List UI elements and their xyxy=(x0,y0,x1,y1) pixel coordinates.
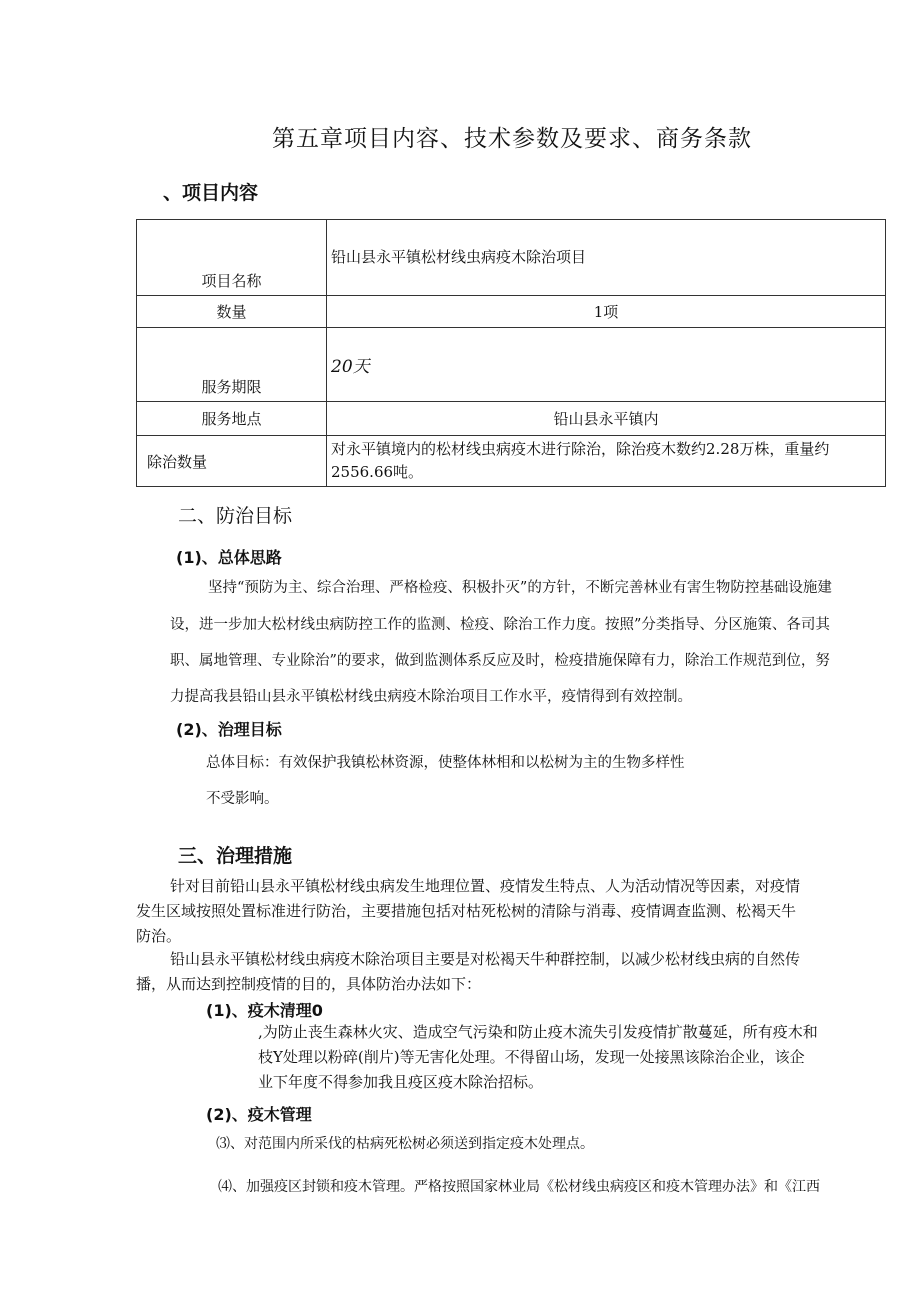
section3-sub1-line: 枝Y处理以粉碎(削片)等无害化处理。不得留山场，发现一处接黑该除治企业，该企 xyxy=(258,1048,805,1066)
table-row xyxy=(137,296,886,328)
section3-item4: ⑷、加强疫区封锁和疫木管理。严格按照国家林业局《松材线虫病疫区和疫木管理办法》和《江西 xyxy=(218,1179,820,1195)
section3-para2-line: 铅山县永平镇松材线虫病疫木除治项目主要是对松褐天牛种群控制，以减少松材线虫病的自然传 xyxy=(170,950,801,968)
section3-sub2-heading: (2)、疫木管理 xyxy=(206,1105,312,1124)
project-info-table xyxy=(136,219,886,487)
row-value: 对永平镇境内的松材线虫病疫木进行除治，除治疫木数约2.28万株，重量约2556.66吨。 xyxy=(327,436,886,487)
section3-sub1-line: 业下年度不得参加我且疫区疫木除治招标。 xyxy=(258,1073,544,1091)
table-row xyxy=(137,328,886,402)
section3-para1-line: 防治。 xyxy=(136,927,182,945)
section2-sub2-line: 不受影响。 xyxy=(206,791,279,807)
section2-sub1-heading: (1)、总体思路 xyxy=(176,548,282,567)
section2-sub2-line: 总体目标：有效保护我镇松林资源，使整体林相和以松树为主的生物多样性 xyxy=(206,755,685,771)
row-label: 服务期限 xyxy=(137,328,327,402)
section3-heading: 三、治理措施 xyxy=(178,845,293,867)
row-value: 1项 xyxy=(327,296,886,328)
section3-para1-line: 针对目前铅山县永平镇松材线虫病发生地理位置、疫情发生特点、人为活动情况等因素，对疫情 xyxy=(170,877,801,895)
table-row xyxy=(137,220,886,296)
section2-sub1-line: 力提高我县铅山县永平镇松材线虫病疫木除治项目工作水平，疫情得到有效控制。 xyxy=(170,689,692,705)
row-value: 铅山县永平镇松材线虫病疫木除治项目 xyxy=(327,220,886,296)
row-label: 数量 xyxy=(137,296,327,328)
section1-heading: 、项目内容 xyxy=(163,182,259,204)
row-value: 铅山县永平镇内 xyxy=(327,402,886,436)
row-value: 20天 xyxy=(327,328,886,402)
table-row xyxy=(137,402,886,436)
row-label: 服务地点 xyxy=(137,402,327,436)
page-title: 第五章项目内容、技术参数及要求、商务条款 xyxy=(272,126,752,152)
table-row xyxy=(137,436,886,487)
section3-item3: ⑶、对范围内所采伐的枯病死松树必须送到指定疫木处理点。 xyxy=(216,1136,594,1152)
section3-sub1-line: ,为防止丧生森林火灾、造成空气污染和防止疫木流失引发疫情扩散蔓延，所有疫木和 xyxy=(258,1023,818,1041)
section3-sub1-heading: (1)、疫木清理0 xyxy=(206,1001,323,1020)
row-label: 项目名称 xyxy=(137,220,327,296)
section3-para1-line: 发生区域按照处置标准进行防治，主要措施包括对枯死松树的清除与消毒、疫情调查监测、松褐天牛 xyxy=(136,902,797,920)
section3-para2-line: 播，从而达到控制疫情的目的，具体防治办法如下： xyxy=(136,975,482,993)
row-label: 除治数量 xyxy=(137,436,327,487)
section2-sub1-line: 职、属地管理、专业除治”的要求，做到监测体系反应及时，检疫措施保障有力，除治工作规范到位，努 xyxy=(170,653,830,669)
section2-heading: 二、防治目标 xyxy=(178,505,293,527)
section2-sub2-heading: (2)、治理目标 xyxy=(176,720,282,739)
section2-sub1-line: 坚持“预防为主、综合治理、严格检疫、积极扑灭”的方针，不断完善林业有害生物防控基础设施建 xyxy=(208,580,832,596)
section2-sub1-line: 设，进一步加大松材线虫病防控工作的监测、检疫、除治工作力度。按照”分类指导、分区施策、各司其 xyxy=(170,617,830,633)
